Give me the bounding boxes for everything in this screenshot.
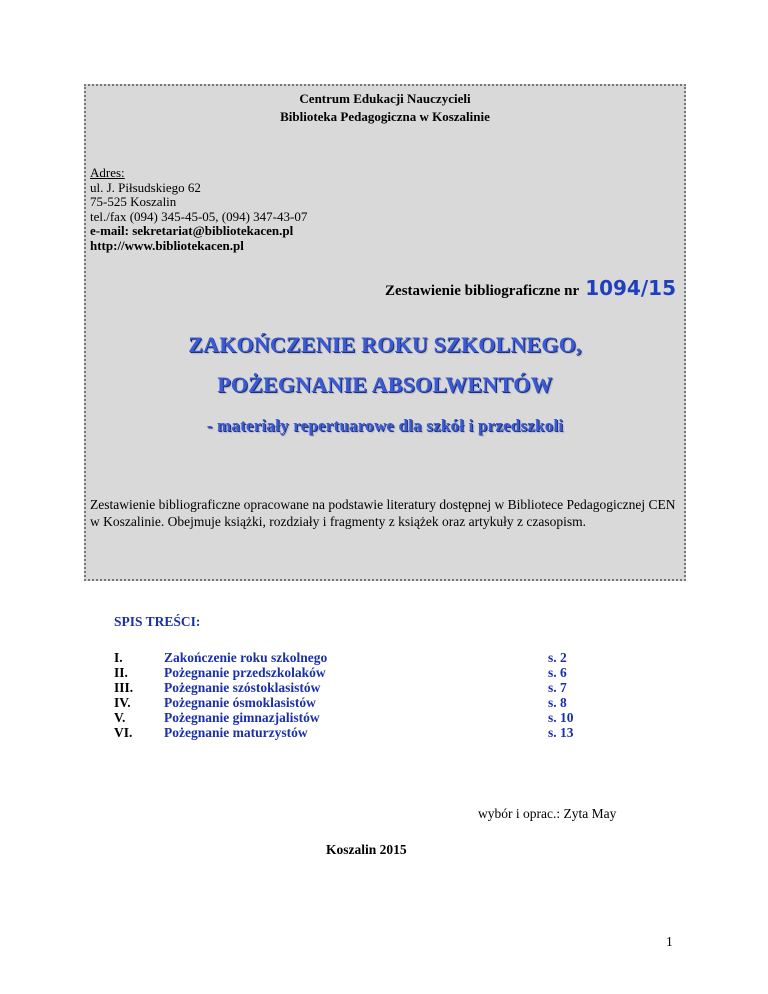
toc-item-page: s. 6 <box>548 665 567 680</box>
toc-item[interactable] <box>114 680 584 695</box>
place-year: Koszalin 2015 <box>326 842 407 857</box>
toc-item[interactable] <box>114 725 584 740</box>
address-city: 75-525 Koszalin <box>90 194 177 209</box>
institution-header <box>86 90 684 126</box>
toc-item-page: s. 8 <box>548 695 567 710</box>
toc-item-number: I. <box>114 650 123 665</box>
main-title-line2: POŻEGNANIE ABSOLWENTÓW <box>217 372 553 397</box>
address-street: ul. J. Piłsudskiego 62 <box>90 179 201 195</box>
main-subtitle: - materiały repertuarowe dla szkół i przedszkoli <box>206 416 564 435</box>
toc-item-label: Zakończenie roku szkolnego <box>164 650 328 665</box>
toc-item-label: Pożegnanie ósmoklasistów <box>164 695 316 710</box>
toc-item-label: Pożegnanie przedszkolaków <box>164 665 326 680</box>
address-website[interactable]: http://www.bibliotekacen.pl <box>90 237 244 253</box>
toc-item[interactable] <box>114 650 584 665</box>
toc-item-label: Pożegnanie gimnazjalistów <box>164 710 320 725</box>
toc-item-number: III. <box>114 680 134 695</box>
institution-name: Centrum Edukacji Nauczycieli <box>299 91 471 106</box>
address-email[interactable]: e-mail: sekretariat@bibliotekacen.pl <box>90 223 294 238</box>
address-phone: tel./fax (094) 345-45-05, (094) 347-43-07 <box>90 208 308 224</box>
toc-item-number: II. <box>114 665 128 680</box>
page-number: 1 <box>666 934 673 949</box>
info-box <box>84 84 686 581</box>
address-label: Adres: <box>90 165 125 180</box>
toc-item-page: s. 10 <box>548 710 574 725</box>
address-block <box>90 166 307 253</box>
toc-item[interactable] <box>114 710 584 725</box>
bibliography-number <box>385 276 676 303</box>
author-credit: wybór i oprac.: Zyta May <box>478 806 617 821</box>
toc-item-page: s. 13 <box>548 725 574 740</box>
main-title-line1: ZAKOŃCZENIE ROKU SZKOLNEGO, <box>188 332 582 357</box>
toc-item-number: V. <box>114 710 126 725</box>
toc-item-page: s. 7 <box>548 680 567 695</box>
bibliography-label: Zestawienie bibliograficzne nr <box>385 283 580 299</box>
toc-title: SPIS TREŚCI: <box>114 614 201 629</box>
toc-item-label: Pożegnanie szóstoklasistów <box>164 680 321 695</box>
library-name: Biblioteka Pedagogiczna w Koszalinie <box>280 109 490 124</box>
toc-item[interactable] <box>114 665 584 680</box>
description: Zestawienie bibliograficzne opracowane na podstawie literatury dostępnej w Bibliotece Pedagogicznej CEN w Koszalinie. Obejmuje książki, rozdziały i fragmenty z książek oraz artykuły z czasopism. <box>90 497 676 529</box>
toc-item-number: VI. <box>114 725 133 740</box>
toc-item-label: Pożegnanie maturzystów <box>164 725 308 740</box>
bibliography-number-value: 1094/15 <box>585 276 676 300</box>
table-of-contents <box>114 650 584 740</box>
toc-item[interactable] <box>114 695 584 710</box>
toc-item-number: IV. <box>114 695 131 710</box>
toc-item-page: s. 2 <box>548 650 567 665</box>
